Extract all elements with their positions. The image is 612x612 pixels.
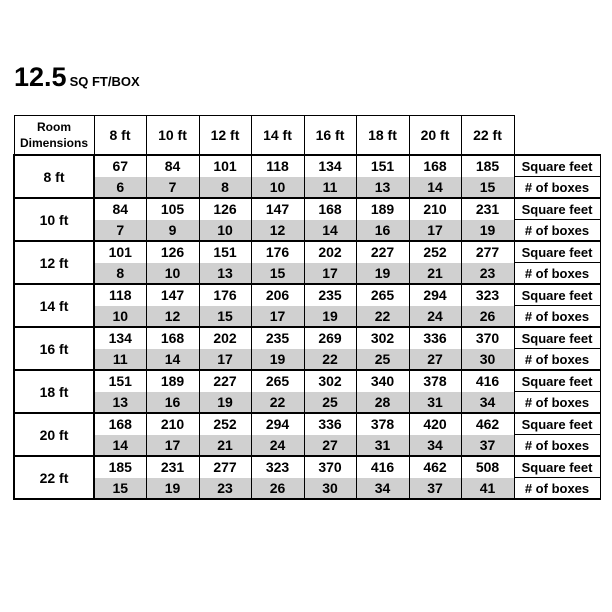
square-feet-cell: 176 (199, 284, 251, 306)
square-feet-label: Square feet (514, 413, 600, 435)
boxes-cell: 21 (199, 435, 251, 457)
square-feet-label: Square feet (514, 155, 600, 177)
square-feet-cell: 118 (251, 155, 304, 177)
square-feet-cell: 294 (409, 284, 461, 306)
boxes-cell: 14 (94, 435, 146, 457)
square-feet-cell: 277 (199, 456, 251, 478)
room-dimensions-header: Room Dimensions (14, 116, 94, 156)
square-feet-row (14, 327, 600, 349)
square-feet-label: Square feet (514, 456, 600, 478)
square-feet-label: Square feet (514, 284, 600, 306)
square-feet-cell: 302 (304, 370, 356, 392)
square-feet-cell: 302 (356, 327, 409, 349)
square-feet-cell: 336 (304, 413, 356, 435)
square-feet-cell: 134 (94, 327, 146, 349)
square-feet-row (14, 413, 600, 435)
boxes-cell: 17 (199, 349, 251, 371)
square-feet-row (14, 241, 600, 263)
boxes-label: # of boxes (514, 478, 600, 500)
boxes-cell: 12 (146, 306, 199, 328)
boxes-cell: 10 (146, 263, 199, 285)
row-dimension-label: 16 ft (14, 327, 94, 370)
column-header: 16 ft (304, 116, 356, 156)
square-feet-cell: 168 (94, 413, 146, 435)
square-feet-cell: 265 (356, 284, 409, 306)
square-feet-label: Square feet (514, 370, 600, 392)
boxes-cell: 9 (146, 220, 199, 242)
square-feet-cell: 151 (94, 370, 146, 392)
square-feet-cell: 105 (146, 198, 199, 220)
boxes-cell: 8 (199, 177, 251, 199)
square-feet-cell: 189 (146, 370, 199, 392)
boxes-cell: 22 (304, 349, 356, 371)
boxes-cell: 34 (409, 435, 461, 457)
column-header: 12 ft (199, 116, 251, 156)
row-dimension-label: 12 ft (14, 241, 94, 284)
square-feet-cell: 235 (304, 284, 356, 306)
boxes-cell: 10 (251, 177, 304, 199)
boxes-cell: 13 (199, 263, 251, 285)
boxes-cell: 16 (146, 392, 199, 414)
boxes-cell: 13 (94, 392, 146, 414)
square-feet-cell: 265 (251, 370, 304, 392)
square-feet-label: Square feet (514, 241, 600, 263)
coverage-value: 12.5 (14, 62, 67, 92)
square-feet-cell: 202 (304, 241, 356, 263)
square-feet-cell: 231 (461, 198, 514, 220)
coverage-table (13, 115, 601, 500)
row-dimension-label: 20 ft (14, 413, 94, 456)
boxes-cell: 19 (304, 306, 356, 328)
boxes-cell: 19 (199, 392, 251, 414)
boxes-cell: 19 (461, 220, 514, 242)
boxes-cell: 14 (409, 177, 461, 199)
column-header: 8 ft (94, 116, 146, 156)
boxes-cell: 17 (409, 220, 461, 242)
boxes-row (14, 220, 600, 242)
square-feet-row (14, 284, 600, 306)
coverage-unit: SQ FT/BOX (69, 74, 140, 89)
square-feet-cell: 176 (251, 241, 304, 263)
square-feet-cell: 252 (409, 241, 461, 263)
boxes-cell: 21 (409, 263, 461, 285)
square-feet-cell: 269 (304, 327, 356, 349)
boxes-cell: 34 (461, 392, 514, 414)
square-feet-cell: 462 (461, 413, 514, 435)
boxes-cell: 37 (409, 478, 461, 500)
boxes-cell: 23 (461, 263, 514, 285)
boxes-cell: 16 (356, 220, 409, 242)
square-feet-cell: 67 (94, 155, 146, 177)
boxes-row (14, 349, 600, 371)
square-feet-cell: 294 (251, 413, 304, 435)
boxes-label: # of boxes (514, 177, 600, 199)
square-feet-cell: 151 (356, 155, 409, 177)
square-feet-cell: 185 (461, 155, 514, 177)
square-feet-cell: 323 (461, 284, 514, 306)
boxes-cell: 7 (94, 220, 146, 242)
boxes-row (14, 392, 600, 414)
square-feet-row (14, 456, 600, 478)
square-feet-cell: 370 (461, 327, 514, 349)
boxes-cell: 22 (251, 392, 304, 414)
boxes-cell: 14 (146, 349, 199, 371)
square-feet-cell: 151 (199, 241, 251, 263)
square-feet-cell: 168 (409, 155, 461, 177)
square-feet-cell: 370 (304, 456, 356, 478)
square-feet-cell: 277 (461, 241, 514, 263)
boxes-cell: 15 (461, 177, 514, 199)
boxes-cell: 7 (146, 177, 199, 199)
boxes-cell: 31 (356, 435, 409, 457)
square-feet-cell: 101 (94, 241, 146, 263)
boxes-cell: 19 (146, 478, 199, 500)
boxes-cell: 17 (251, 306, 304, 328)
square-feet-cell: 147 (146, 284, 199, 306)
column-header: 18 ft (356, 116, 409, 156)
square-feet-cell: 84 (94, 198, 146, 220)
boxes-cell: 10 (199, 220, 251, 242)
boxes-cell: 15 (251, 263, 304, 285)
boxes-cell: 30 (461, 349, 514, 371)
boxes-cell: 37 (461, 435, 514, 457)
square-feet-cell: 206 (251, 284, 304, 306)
row-dimension-label: 8 ft (14, 155, 94, 198)
column-header: 20 ft (409, 116, 461, 156)
boxes-label: # of boxes (514, 349, 600, 371)
row-dimension-label: 10 ft (14, 198, 94, 241)
square-feet-cell: 168 (304, 198, 356, 220)
square-feet-cell: 235 (251, 327, 304, 349)
square-feet-cell: 84 (146, 155, 199, 177)
boxes-cell: 15 (94, 478, 146, 500)
square-feet-cell: 340 (356, 370, 409, 392)
boxes-row (14, 177, 600, 199)
square-feet-cell: 323 (251, 456, 304, 478)
boxes-cell: 34 (356, 478, 409, 500)
boxes-cell: 19 (251, 349, 304, 371)
boxes-cell: 14 (304, 220, 356, 242)
square-feet-cell: 210 (409, 198, 461, 220)
square-feet-cell: 147 (251, 198, 304, 220)
boxes-label: # of boxes (514, 435, 600, 457)
boxes-cell: 28 (356, 392, 409, 414)
boxes-cell: 26 (461, 306, 514, 328)
boxes-row (14, 306, 600, 328)
boxes-row (14, 263, 600, 285)
square-feet-cell: 508 (461, 456, 514, 478)
square-feet-cell: 126 (146, 241, 199, 263)
boxes-cell: 11 (304, 177, 356, 199)
boxes-cell: 30 (304, 478, 356, 500)
boxes-cell: 25 (356, 349, 409, 371)
boxes-cell: 11 (94, 349, 146, 371)
boxes-cell: 13 (356, 177, 409, 199)
column-header: 22 ft (461, 116, 514, 156)
boxes-cell: 25 (304, 392, 356, 414)
square-feet-cell: 252 (199, 413, 251, 435)
square-feet-cell: 126 (199, 198, 251, 220)
square-feet-cell: 378 (409, 370, 461, 392)
boxes-cell: 15 (199, 306, 251, 328)
square-feet-cell: 231 (146, 456, 199, 478)
boxes-cell: 41 (461, 478, 514, 500)
row-dimension-label: 18 ft (14, 370, 94, 413)
boxes-label: # of boxes (514, 392, 600, 414)
square-feet-cell: 134 (304, 155, 356, 177)
square-feet-cell: 462 (409, 456, 461, 478)
square-feet-cell: 118 (94, 284, 146, 306)
square-feet-label: Square feet (514, 198, 600, 220)
square-feet-cell: 227 (199, 370, 251, 392)
boxes-cell: 24 (251, 435, 304, 457)
square-feet-row (14, 370, 600, 392)
boxes-cell: 17 (146, 435, 199, 457)
header-spacer (514, 116, 600, 156)
square-feet-row (14, 155, 600, 177)
boxes-label: # of boxes (514, 263, 600, 285)
square-feet-cell: 168 (146, 327, 199, 349)
row-dimension-label: 14 ft (14, 284, 94, 327)
column-header: 14 ft (251, 116, 304, 156)
boxes-cell: 27 (409, 349, 461, 371)
boxes-cell: 22 (356, 306, 409, 328)
page-title (14, 62, 140, 93)
square-feet-cell: 185 (94, 456, 146, 478)
square-feet-cell: 189 (356, 198, 409, 220)
boxes-cell: 10 (94, 306, 146, 328)
boxes-cell: 31 (409, 392, 461, 414)
boxes-cell: 8 (94, 263, 146, 285)
square-feet-cell: 210 (146, 413, 199, 435)
boxes-label: # of boxes (514, 306, 600, 328)
boxes-cell: 12 (251, 220, 304, 242)
square-feet-cell: 101 (199, 155, 251, 177)
square-feet-cell: 420 (409, 413, 461, 435)
boxes-row (14, 435, 600, 457)
boxes-cell: 17 (304, 263, 356, 285)
square-feet-row (14, 198, 600, 220)
boxes-cell: 24 (409, 306, 461, 328)
square-feet-cell: 336 (409, 327, 461, 349)
square-feet-label: Square feet (514, 327, 600, 349)
boxes-cell: 23 (199, 478, 251, 500)
column-header: 10 ft (146, 116, 199, 156)
square-feet-cell: 416 (356, 456, 409, 478)
square-feet-cell: 416 (461, 370, 514, 392)
header-row (14, 116, 600, 156)
row-dimension-label: 22 ft (14, 456, 94, 499)
square-feet-cell: 202 (199, 327, 251, 349)
boxes-cell: 26 (251, 478, 304, 500)
boxes-cell: 27 (304, 435, 356, 457)
boxes-cell: 19 (356, 263, 409, 285)
boxes-label: # of boxes (514, 220, 600, 242)
square-feet-cell: 378 (356, 413, 409, 435)
square-feet-cell: 227 (356, 241, 409, 263)
boxes-cell: 6 (94, 177, 146, 199)
boxes-row (14, 478, 600, 500)
